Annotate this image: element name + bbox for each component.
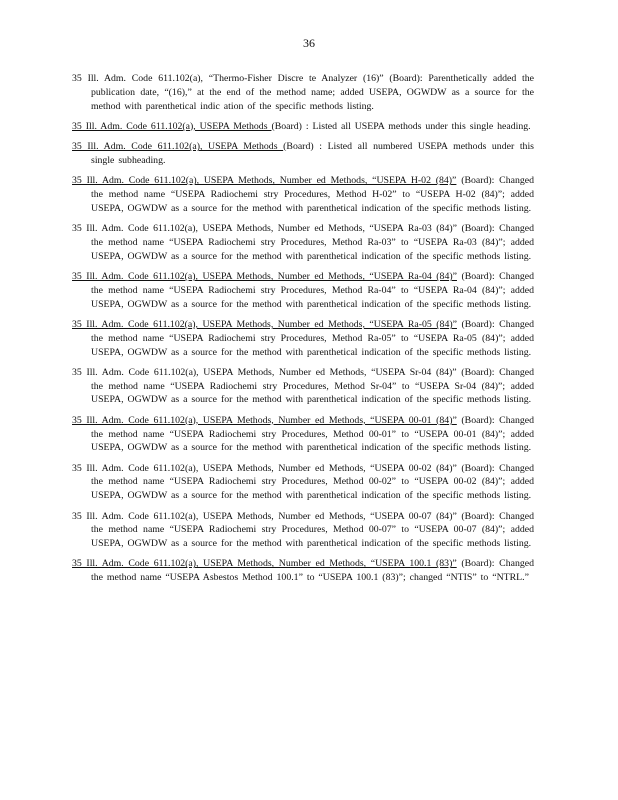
- entry-text: 35 Ill. Adm. Code 611.102(a), USEPA Methods, Number ed Methods, “USEPA Sr-04 (84)” (Board): Changed the method name “USEPA Radiochemi stry Procedures, Method Sr-04” to “USEPA Sr-04 (84)”; added USEPA, OGWDW as a source for the method with parenthetical indication of the specific methods listing.: [72, 366, 534, 406]
- amendment-entry: [72, 270, 534, 311]
- amendment-entry: [72, 120, 534, 134]
- amendment-entry: [72, 174, 534, 215]
- amendment-entry: [72, 414, 534, 455]
- entry-heading: 35 Ill. Adm. Code 611.102(a), USEPA Methods, Number ed Methods, “USEPA Ra-05 (84)”: [72, 318, 457, 330]
- entry-heading: 35 Ill. Adm. Code 611.102(a), USEPA Methods, Number ed Methods, “USEPA 00-01 (84)”: [72, 414, 457, 426]
- entry-heading: 35 Ill. Adm. Code 611.102(a), USEPA Methods: [72, 120, 272, 132]
- entry-text: 35 Ill. Adm. Code 611.102(a), USEPA Methods, Number ed Methods, “USEPA Ra-03 (84)” (Board): Changed the method name “USEPA Radiochemi stry Procedures, Method Ra-03” to “USEPA Ra-03 (84)”; added USEPA, OGWDW as a source for the method with parenthetical indication of the specific methods listing.: [72, 223, 534, 262]
- entry-text: (Board): Changed the method name “USEPA Radiochemi stry Procedures, Method H-02” to “USEPA H-02 (84)”; added USEPA, OGWDW as a source for the method with parenthetical indication of the specific methods listing.: [91, 175, 534, 214]
- amendment-entry: [72, 140, 534, 168]
- amendment-entry: [72, 318, 534, 359]
- entry-heading: 35 Ill. Adm. Code 611.102(a), USEPA Methods, Number ed Methods, “USEPA 100.1 (83)”: [72, 558, 457, 570]
- entry-text: (Board): Changed the method name “USEPA Radiochemi stry Procedures, Method Ra-05” to “USEPA Ra-05 (84)”; added USEPA, OGWDW as a source for the method with parenthetical indication of the specific methods listing.: [91, 318, 534, 358]
- amendment-entry: [72, 222, 534, 263]
- entry-heading: 35 Ill. Adm. Code 611.102(a), USEPA Methods: [72, 141, 284, 153]
- page-number: 36: [303, 36, 315, 50]
- entry-text: (Board): Changed the method name “USEPA Radiochemi stry Procedures, Method 00-01” to “USEPA 00-01 (84)”; added USEPA, OGWDW as a source for the method with parenthetical indication of the specific methods listing.: [91, 414, 534, 454]
- entry-heading: 35 Ill. Adm. Code 611.102(a), USEPA Methods, Number ed Methods, “USEPA Ra-04 (84)”: [72, 271, 457, 283]
- amendment-entry: [72, 366, 534, 407]
- entry-text: 35 Ill. Adm. Code 611.102(a), “Thermo-Fisher Discre te Analyzer (16)” (Board): Parenthetically added the publication date, “(16),” at the end of the method name; added USEPA, OGWDW as a source for the method with parenthetical indic ation of the specific methods listing.: [72, 73, 534, 112]
- entry-heading: 35 Ill. Adm. Code 611.102(a), USEPA Methods, Number ed Methods, “USEPA H-02 (84)”: [72, 175, 457, 187]
- entry-text: 35 Ill. Adm. Code 611.102(a), USEPA Methods, Number ed Methods, “USEPA 00-07 (84)” (Board): Changed the method name “USEPA Radiochemi stry Procedures, Method 00-07” to “USEPA 00-07 (84)”; added USEPA, OGWDW as a source for the method with parenthetical indication of the specific methods listing.: [72, 510, 534, 550]
- amendment-entry: [72, 72, 534, 113]
- entry-text: (Board) : Listed all USEPA methods under this single heading.: [271, 120, 531, 132]
- amendment-entry: [72, 557, 534, 585]
- amendment-list: [72, 72, 534, 592]
- amendment-entry: [72, 462, 534, 503]
- entry-text: 35 Ill. Adm. Code 611.102(a), USEPA Methods, Number ed Methods, “USEPA 00-02 (84)” (Board): Changed the method name “USEPA Radiochemi stry Procedures, Method 00-02” to “USEPA 00-02 (84)”; added USEPA, OGWDW as a source for the method with parenthetical indication of the specific methods listing.: [72, 462, 534, 502]
- entry-text: (Board): Changed the method name “USEPA Radiochemi stry Procedures, Method Ra-04” to “USEPA Ra-04 (84)”; added USEPA, OGWDW as a source for the method with parenthetical indication of the specific methods listing.: [91, 271, 534, 310]
- entry-text: (Board) : Listed all numbered USEPA methods under this single subheading.: [91, 141, 534, 166]
- amendment-entry: [72, 510, 534, 551]
- entry-text: (Board): Changed the method name “USEPA Asbestos Method 100.1” to “USEPA 100.1 (83)”; changed “NTIS” to “NTRL.”: [91, 558, 534, 584]
